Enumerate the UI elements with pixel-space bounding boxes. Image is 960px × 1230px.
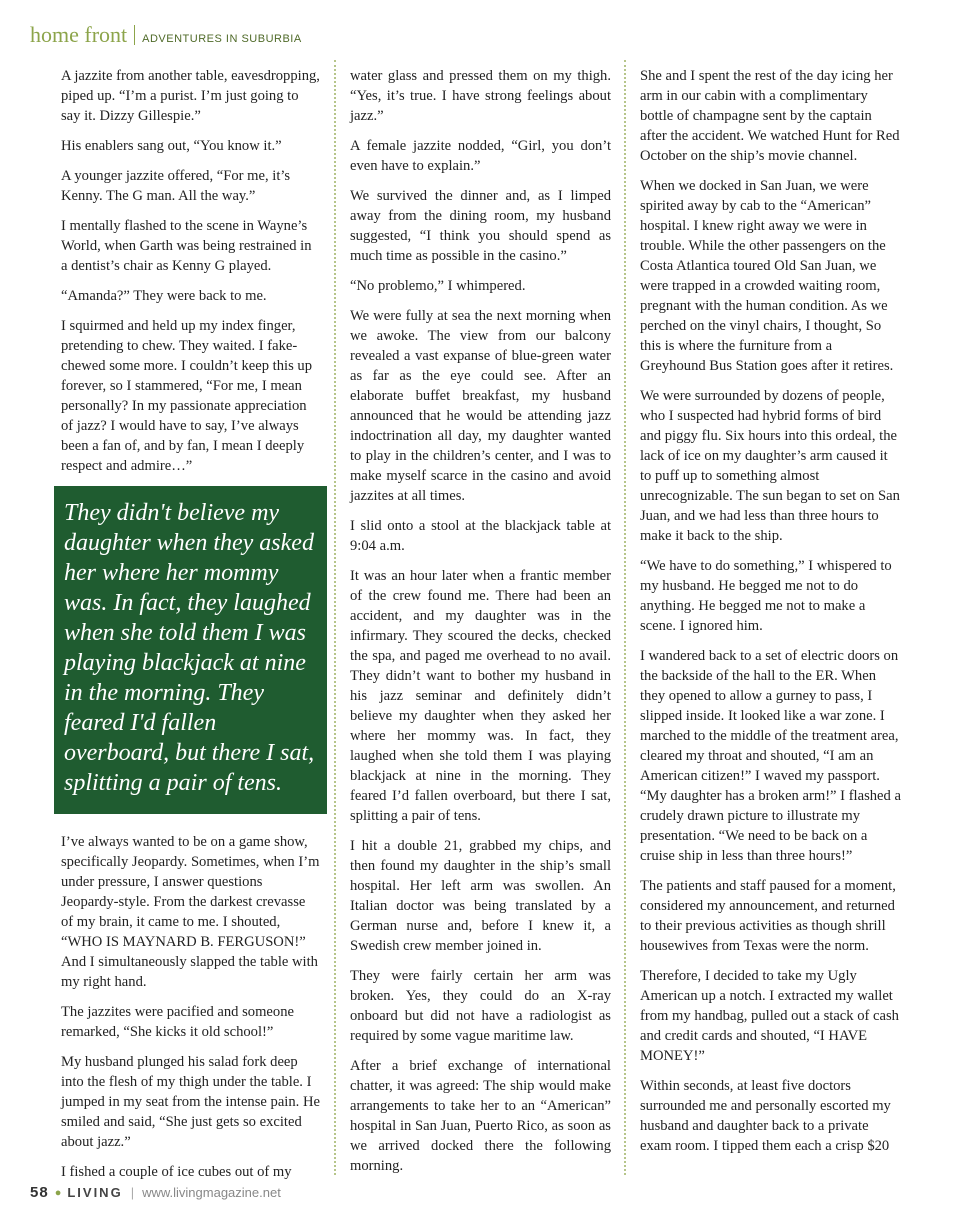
paragraph: A jazzite from another table, eavesdropping, piped up. “I’m a purist. I’m just going to say it. Dizzy Gillespie.” bbox=[61, 68, 320, 124]
pull-quote: They didn't believe my daughter when they asked her where her mommy was. In fact, they laughed when she told them I was playing blackjack at nine in the morning. They feared I'd fallen overboard, but there I sat, splitting a pair of tens. bbox=[54, 486, 327, 814]
paragraph: It was an hour later when a frantic member of the crew found me. There had been an accident, and my daughter was in the infirmary. They scoured the decks, checked the spa, and paged me overhead to no avail. They didn’t want to bother my husband in his jazz seminar and definitely didn’t believe my daughter when they asked her where her mommy was. In fact, they laughed when she told them I was playing blackjack at nine in the morning. They feared I’d fallen overboard, but there I sat, splitting a pair of tens. bbox=[350, 568, 611, 824]
paragraph: His enablers sang out, “You know it.” bbox=[61, 138, 282, 154]
paragraph: They were fairly certain her arm was broken. Yes, they could do an X-ray onboard but did not have a radiologist as required by some vague maritime law. bbox=[350, 968, 611, 1044]
paragraph: The jazzites were pacified and someone remarked, “She kicks it old school!” bbox=[61, 1004, 294, 1040]
paragraph: My husband plunged his salad fork deep into the flesh of my thigh under the table. I jumped in my seat from the intense pain. He smiled and said, “She just gets so excited about jazz.” bbox=[61, 1054, 320, 1150]
page-footer bbox=[30, 1184, 281, 1201]
header-divider bbox=[134, 25, 135, 45]
paragraph: The patients and staff paused for a moment, considered my announcement, and returned to their previous activities as though shrill housewives from Texas were the norm. bbox=[640, 878, 896, 954]
paragraph: “We have to do something,” I whispered to my husband. He begged me not to do anything. He begged me not to make a scene. I ignored him. bbox=[640, 558, 892, 634]
paragraph: Within seconds, at least five doctors surrounded me and personally escorted my husband and daughter back to a private exam room. I tipped them each a crisp $20 bbox=[640, 1078, 891, 1154]
paragraph: A younger jazzite offered, “For me, it’s Kenny. The G man. All the way.” bbox=[61, 168, 291, 204]
paragraph: After a brief exchange of international chatter, it was agreed: The ship would make arrangements to take her to an “American” hospital in San Juan, Puerto Rico, as soon as we arrived docked there the following morning. bbox=[350, 1058, 611, 1174]
paragraph: “No problemo,” I whimpered. bbox=[350, 278, 526, 294]
paragraph: A female jazzite nodded, “Girl, you don’t even have to explain.” bbox=[350, 138, 611, 174]
paragraph: We were fully at sea the next morning when we awoke. The view from our balcony revealed a vast expanse of blue-green water as far as the eye could see. After an elaborate buffet breakfast, my husband announced that he would be attending jazz indoctrination all day, my daughter wanted to play in the children’s center, and I was to make myself scarce in the casino and avoid jazzites at all times. bbox=[350, 308, 611, 504]
paragraph: water glass and pressed them on my thigh. “Yes, it’s true. I have strong feelings about jazz.” bbox=[350, 68, 611, 124]
footer-divider: | bbox=[130, 1185, 135, 1200]
paragraph: I fished a couple of ice cubes out of my bbox=[61, 1164, 292, 1180]
column-divider bbox=[334, 60, 336, 1175]
paragraph: “Amanda?” They were back to me. bbox=[61, 288, 267, 304]
page-number: 58 bbox=[30, 1184, 49, 1201]
paragraph: I slid onto a stool at the blackjack table at 9:04 a.m. bbox=[350, 518, 611, 554]
page-header bbox=[30, 22, 302, 52]
column-divider bbox=[624, 60, 626, 1175]
paragraph: I mentally flashed to the scene in Wayne’s World, when Garth was being restrained in a dentist’s chair as Kenny G played. bbox=[61, 218, 312, 274]
article-column-2 bbox=[350, 66, 611, 1186]
bullet-separator: ● bbox=[54, 1186, 62, 1199]
paragraph: When we docked in San Juan, we were spirited away by cab to the “American” hospital. I knew right away we were in trouble. While the other passengers on the Costa Atlantica toured Old San Juan, we were trapped in a crowded waiting room, pregnant with the human condition. As we perched on the vinyl chairs, I thought, So this is where the furniture from a Greyhound Bus Station goes after it retires. bbox=[640, 178, 894, 374]
paragraph: She and I spent the rest of the day icing her arm in our cabin with a complimentary bottle of champagne sent by the captain after the accident. We watched Hunt for Red October on the ship’s movie channel. bbox=[640, 68, 900, 164]
section-subtitle: ADVENTURES IN SUBURBIA bbox=[142, 33, 302, 45]
article-column-3 bbox=[640, 66, 901, 1166]
paragraph: We were surrounded by dozens of people, who I suspected had hybrid forms of bird and piggy flu. Six hours into this ordeal, the lack of ice on my daughter’s arm caused it to puff up to something almost unrecognizable. The sun began to set on San Juan, and we had less than three hours to make it back to the ship. bbox=[640, 388, 900, 544]
section-title: home front bbox=[30, 22, 128, 47]
paragraph: I squirmed and held up my index finger, pretending to chew. They waited. I fake-chewed some more. I couldn’t keep this up forever, so I stammered, “For me, I mean personally? In my passionate appreciation of jazz? I would have to say, I’ve always been a fan of, and by fan, I mean I deeply respect and admire…” bbox=[61, 318, 313, 474]
paragraph: I wandered back to a set of electric doors on the backside of the hall to the ER. When they opened to allow a gurney to pass, I slipped inside. It looked like a war zone. I marched to the middle of the treatment area, cleared my throat and shouted, “I am an American citizen!” I waved my passport. “My daughter has a broken arm!” I flashed a crudely drawn picture to illustrate my presentation. “We need to be back on a cruise ship in less than three hours!” bbox=[640, 648, 901, 864]
website-url: www.livingmagazine.net bbox=[142, 1185, 281, 1200]
article-column-1 bbox=[61, 66, 321, 1192]
paragraph: I’ve always wanted to be on a game show, specifically Jeopardy. Sometimes, when I’m under pressure, I answer questions Jeopardy-style. From the darkest crevasse of my brain, it came to me. I shouted, “WHO IS MAYNARD B. FERGUSON!” And I simultaneously slapped the table with my right hand. bbox=[61, 834, 320, 990]
paragraph: We survived the dinner and, as I limped away from the dining room, my husband suggested, “I think you should spend as much time as possible in the casino.” bbox=[350, 188, 611, 264]
paragraph: I hit a double 21, grabbed my chips, and then found my daughter in the ship’s small hospital. Her left arm was swollen. An Italian doctor was being translated by a German nurse and, before I knew it, a Swedish crew member joined in. bbox=[350, 838, 611, 954]
magazine-name: LIVING bbox=[67, 1185, 123, 1200]
paragraph: Therefore, I decided to take my Ugly American up a notch. I extracted my wallet from my handbag, pulled out a stack of cash and credit cards and shouted, “I HAVE MONEY!” bbox=[640, 968, 899, 1064]
